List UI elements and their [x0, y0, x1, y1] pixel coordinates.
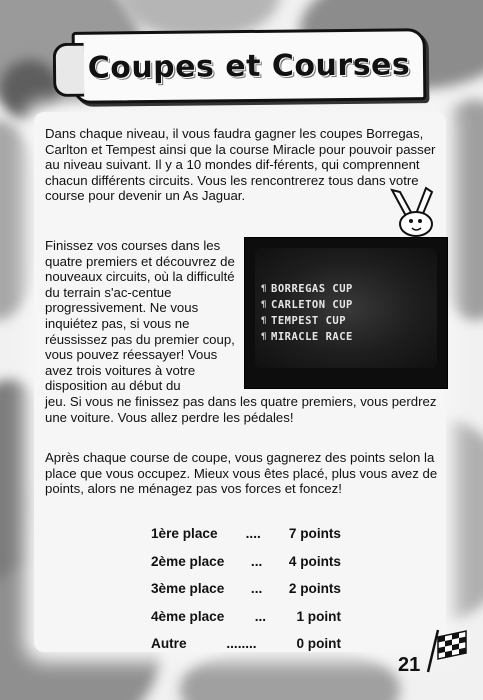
title-banner [72, 28, 427, 104]
page-number: 21 [398, 654, 421, 676]
place-label: 2ème place [151, 553, 225, 569]
page-title: Coupes et Courses [87, 46, 411, 86]
points-paragraph: Après chaque course de coupe, vous gagnerez des points selon la place que vous occupez. Mieux vous êtes placé, plus vous avez de points, alors ne ménagez pas vos forces et foncez! [45, 450, 438, 497]
points-value: 4 points [288, 553, 341, 569]
points-table [151, 526, 341, 664]
points-row [151, 609, 341, 637]
cup-menu-item [261, 330, 353, 344]
cup-icon: ¶ [261, 332, 267, 342]
cup-menu-label: TEMPEST CUP [271, 315, 347, 327]
points-row [151, 636, 341, 664]
game-screenshot [244, 237, 448, 389]
cup-menu-item [261, 282, 353, 296]
cup-menu-label: MIRACLE RACE [271, 331, 353, 343]
progress-paragraph-continued: jeu. Si vous ne finissez pas dans les quatre premiers, vous perdrez une voiture. Vous allez perdre les pédales! [45, 394, 437, 425]
place-label: 4ème place [151, 608, 225, 624]
leader-dots: ... [250, 553, 263, 569]
cup-icon: ¶ [261, 284, 267, 294]
cup-menu-item [261, 298, 353, 312]
points-row [151, 526, 341, 554]
checkered-flag-icon [424, 626, 470, 674]
cup-menu-label: CARLETON CUP [271, 299, 353, 311]
points-value: 2 points [288, 581, 341, 596]
cup-menu-label: BORREGAS CUP [271, 283, 353, 295]
progress-paragraph: Finissez vos courses dans les quatre premiers et découvrez de nouveaux circuits, où la difficulté du terrain s'ac-centue progressivement. Ne vous inquiétez pas, si vous ne réussissez pas du premier coup, vous pouvez réessayer! Vous avez trois voitures à votre disposition au début du [45, 238, 235, 394]
intro-paragraph: Dans chaque niveau, il vous faudra gagner les coupes Borregas, Carlton et Tempest ainsi que la course Miracle pour pouvoir passer au niveau suivant. Il y a 10 mondes dif-férents, qui comprennent chacun différents circuits. Vous les rencontrerez tous dans votre course pour devenir un As Jaguar. [45, 126, 436, 204]
cup-menu-list [261, 282, 353, 346]
leader-dots: ... [254, 608, 267, 624]
cup-menu-item [261, 314, 353, 328]
leader-dots: .... [245, 526, 261, 541]
leader-dots: ... [250, 581, 263, 596]
place-label: 1ère place [151, 526, 218, 541]
points-row [151, 554, 341, 582]
place-label: Autre [151, 636, 187, 651]
cup-icon: ¶ [261, 300, 267, 310]
cup-icon: ¶ [261, 316, 267, 326]
points-value: 1 point [296, 608, 341, 624]
place-label: 3ème place [151, 581, 225, 596]
points-value: 7 points [288, 526, 341, 541]
points-value: 0 point [296, 636, 341, 651]
points-row [151, 581, 341, 609]
leader-dots: ........ [226, 636, 257, 651]
